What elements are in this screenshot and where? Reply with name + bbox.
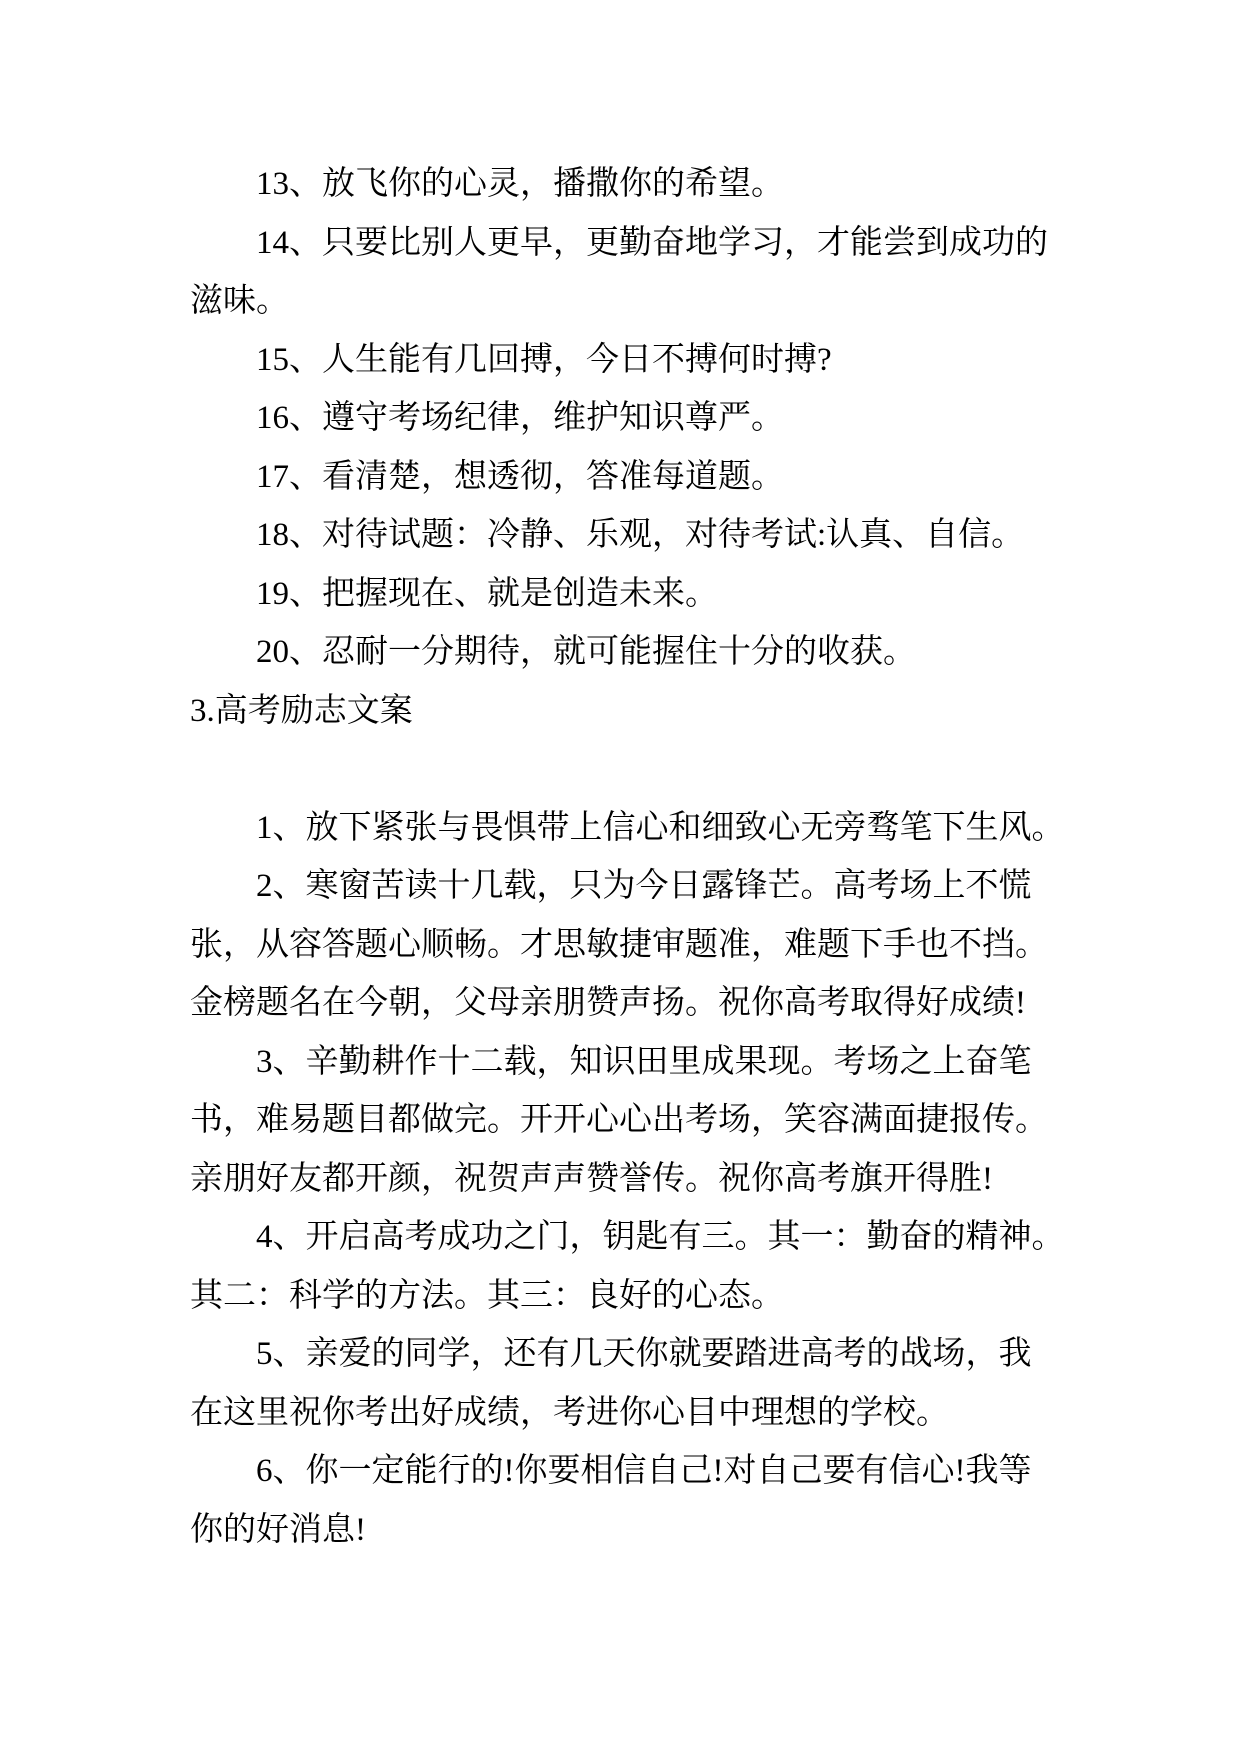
list-item	[190, 857, 1060, 1033]
section-heading: 3.高考励志文案	[190, 692, 413, 729]
list-item	[190, 331, 1060, 390]
list-item	[190, 1442, 1060, 1559]
list-item	[190, 623, 1060, 682]
list-item	[190, 1325, 1060, 1442]
paragraph-line: 你的好消息!	[190, 1511, 366, 1548]
paragraph-line: 17、看清楚，想透彻，答准每道题。	[256, 458, 784, 495]
blank-line	[190, 740, 1060, 799]
paragraph-line: 1、放下紧张与畏惧带上信心和细致心无旁骛笔下生风。	[256, 809, 1065, 846]
paragraph-line: 14、只要比别人更早，更勤奋地学习，才能尝到成功的	[256, 224, 1048, 261]
document-body	[190, 155, 1065, 1559]
list-item	[190, 448, 1060, 507]
paragraph-line: 13、放飞你的心灵，播撒你的希望。	[256, 166, 784, 202]
paragraph-line: 在这里祝你考出好成绩，考进你心目中理想的学校。	[190, 1394, 949, 1431]
list-item	[190, 565, 1060, 624]
paragraph-line: 张，从容答题心顺畅。才思敏捷审题准，难题下手也不挡。	[190, 926, 1048, 963]
paragraph-line: 20、忍耐一分期待，就可能握住十分的收获。	[256, 634, 916, 670]
paragraph-line: 滋味。	[190, 283, 289, 319]
paragraph-line: 5、亲爱的同学，还有几天你就要踏进高考的战场，我	[256, 1336, 1032, 1372]
list-item	[190, 214, 1060, 331]
paragraph-line: 18、对待试题：冷静、乐观，对待考试:认真、自信。	[256, 517, 1025, 553]
list-item	[190, 1208, 1065, 1325]
list-item	[190, 799, 1065, 858]
paragraph-line: 其二：科学的方法。其三：良好的心态。	[190, 1277, 784, 1314]
paragraph-line: 16、遵守考场纪律，维护知识尊严。	[256, 400, 784, 436]
paragraph-line: 书，难易题目都做完。开开心心出考场，笑容满面捷报传。	[190, 1102, 1048, 1138]
paragraph-line: 4、开启高考成功之门，钥匙有三。其一：勤奋的精神。	[256, 1219, 1065, 1255]
list-item	[190, 506, 1060, 565]
list-item	[190, 389, 1060, 448]
list-item	[190, 155, 1060, 214]
paragraph-line: 金榜题名在今朝，父母亲朋赞声扬。祝你高考取得好成绩!	[190, 985, 1026, 1021]
paragraph-line: 亲朋好友都开颜，祝贺声声赞誉传。祝你高考旗开得胜!	[190, 1160, 993, 1197]
paragraph-line: 6、你一定能行的!你要相信自己!对自己要有信心!我等	[256, 1453, 1032, 1489]
paragraph-line: 15、人生能有几回搏，今日不搏何时搏?	[256, 341, 832, 378]
paragraph-line: 19、把握现在、就是创造未来。	[256, 575, 718, 612]
paragraph-line: 2、寒窗苦读十几载，只为今日露锋芒。高考场上不慌	[256, 868, 1032, 904]
list-item	[190, 1033, 1060, 1209]
paragraph-line: 3、辛勤耕作十二载，知识田里成果现。考场之上奋笔	[256, 1043, 1032, 1080]
